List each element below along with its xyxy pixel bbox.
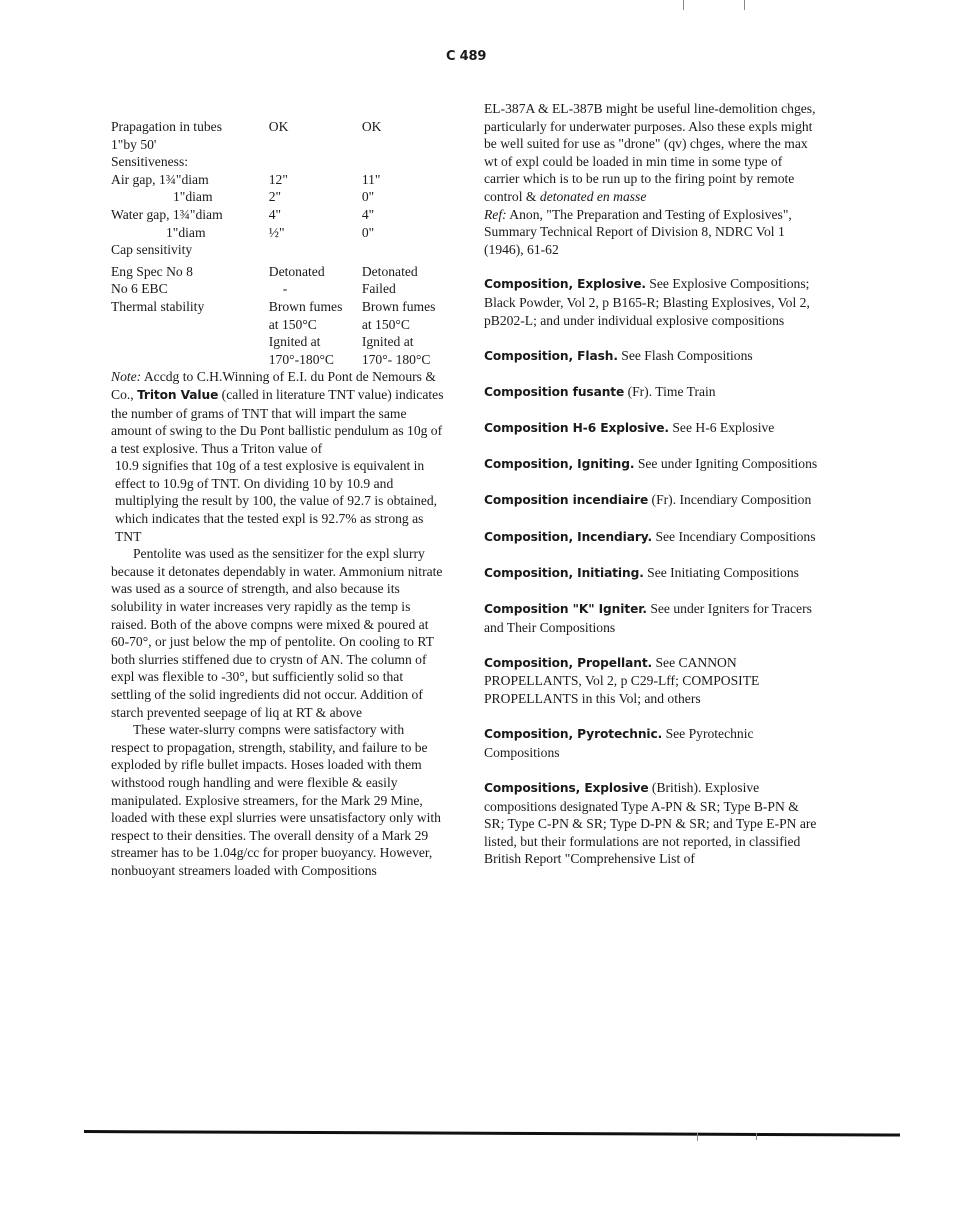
value-col-2: 11" bbox=[361, 171, 381, 187]
row-label: Prapagation in tubes bbox=[111, 119, 222, 134]
entry-term: Composition, Incendiary. bbox=[484, 529, 653, 544]
entry-text: See under Igniters for Tracers and Their Compositions bbox=[484, 601, 812, 635]
table-row bbox=[111, 224, 446, 242]
entry-text: See H-6 Explosive bbox=[668, 420, 775, 436]
entry-text: See Flash Compositions bbox=[617, 347, 753, 363]
value-col-1 bbox=[269, 153, 362, 171]
entry-text: Incendiary Composition bbox=[676, 492, 812, 508]
entry-term: Composition H-6 Explosive. bbox=[484, 421, 669, 436]
entry-term: Composition, Pyrotechnic. bbox=[484, 727, 663, 742]
value-col-2 bbox=[362, 241, 446, 259]
row-label: 1"diam bbox=[173, 189, 213, 205]
table-row bbox=[111, 206, 446, 224]
row-label bbox=[111, 316, 269, 334]
ref-label: Ref: bbox=[484, 206, 507, 222]
bottom-rule bbox=[84, 1130, 900, 1137]
encyclopedia-entries bbox=[484, 275, 819, 868]
table-row bbox=[111, 298, 446, 316]
value-col-1: - bbox=[282, 281, 288, 297]
row-label bbox=[111, 333, 269, 351]
entry-term: Composition, Igniting. bbox=[484, 457, 635, 472]
triton-note bbox=[111, 368, 446, 457]
value-col-1: 12" bbox=[268, 171, 288, 187]
water-slurry-paragraph: These water-slurry compns were satisfactory with respect to propagation, strength, stability, and failure to be exploded by rifle bullet impacts. Hoses loaded with them withstood rough handling and were flexible & easily manipulated. Explosive streamers, for the Mark 29 Mine, loaded with these expl slurries were unsatisfactory only with respect to their densities. The overall density of a Mark 29 streamer has to be 1.04g/cc for proper buoyancy. However, nonbuoyant streamers loaded with Compositions bbox=[111, 722, 441, 878]
entry-term: Composition, Initiating. bbox=[484, 565, 644, 580]
value-col-2: OK bbox=[361, 119, 382, 134]
note-text-pre: Accdg to C.H.Winning of E.I. du Pont de Nemours & Co., bbox=[111, 369, 436, 402]
row-label: Water gap, 1¾"diam bbox=[111, 206, 223, 222]
row-label: 1"by 50' bbox=[111, 136, 157, 152]
entry-text: Time Train bbox=[652, 383, 716, 399]
triton-note-continuation: 10.9 signifies that 10g of a test explosive is equivalent in effect to 10.9g of TNT. On dividing 10 by 10.9 and multiplying the result by 100, the value of 92.7 is obtained, which indicates that the tested expl is 92.7% as strong as TNT bbox=[115, 458, 438, 544]
table-row bbox=[111, 241, 446, 259]
value-col-2 bbox=[362, 153, 446, 171]
entry-term: Composition, Explosive. bbox=[484, 277, 646, 292]
page-number: C 489 bbox=[446, 49, 487, 64]
value-col-1: ½" bbox=[268, 224, 285, 240]
entry-paren: (Fr). bbox=[624, 383, 653, 399]
row-label: Eng Spec No 8 bbox=[111, 263, 193, 279]
table-row bbox=[111, 263, 446, 281]
entry bbox=[484, 779, 819, 868]
value-col-2 bbox=[362, 136, 446, 154]
table-row bbox=[111, 316, 446, 334]
row-label: Air gap, 1¾"diam bbox=[111, 171, 209, 187]
entry-paren: (British). bbox=[648, 779, 702, 795]
value-col-2: Detonated bbox=[361, 263, 418, 279]
table-row bbox=[111, 136, 446, 154]
row-label: Cap sensitivity bbox=[111, 242, 193, 258]
value-col-1: Detonated bbox=[268, 263, 325, 279]
table-row bbox=[111, 188, 446, 206]
intro-paragraph bbox=[484, 100, 819, 206]
row-label: No 6 EBC bbox=[111, 281, 168, 297]
row-label: 1"diam bbox=[166, 224, 206, 240]
entry-term: Compositions, Explosive bbox=[484, 780, 649, 795]
value-col-1 bbox=[269, 136, 362, 154]
entry-text: See under Igniting Compositions bbox=[634, 456, 818, 472]
entry bbox=[484, 725, 819, 761]
intro-italic-tail: detonated en masse bbox=[539, 188, 647, 204]
value-col-1: OK bbox=[268, 119, 289, 134]
value-col-1: 4" bbox=[268, 206, 282, 222]
table-row bbox=[111, 333, 446, 351]
entry bbox=[484, 275, 819, 329]
note-label: Note: bbox=[111, 369, 142, 385]
entry bbox=[484, 383, 819, 402]
reference bbox=[484, 206, 819, 259]
entry-text: See Pyrotechnic Compositions bbox=[484, 726, 754, 760]
entry bbox=[484, 491, 819, 510]
table-row bbox=[111, 118, 446, 136]
entry bbox=[484, 419, 819, 438]
table-row bbox=[111, 280, 446, 298]
value-col-1: Brown fumes bbox=[268, 298, 343, 314]
entry-text: See Incendiary Compositions bbox=[652, 528, 816, 544]
right-column bbox=[484, 100, 819, 886]
value-col-1 bbox=[269, 241, 362, 259]
table-row bbox=[111, 153, 446, 171]
row-label: Sensitiveness: bbox=[111, 154, 189, 170]
row-label bbox=[111, 351, 269, 369]
properties-table bbox=[111, 118, 446, 368]
value-col-2: 4" bbox=[361, 206, 375, 222]
value-col-2: 170°- 180°C bbox=[361, 351, 431, 367]
value-col-1: at 150°C bbox=[268, 316, 317, 332]
note-text-post: (called in literature TNT value) indicates the number of grams of TNT that will impart the same amount of swing to the Du Pont ballistic pendulum as 10g of a test explosive. Thus a Triton value of bbox=[111, 386, 444, 456]
intro-text: EL-387A & EL-387B might be useful line-demolition chges, particularly for underwater purposes. Also these expls might be well suited for use as "drone" (qv) chges, where the max wt of expl could be loaded in min time in some type of carrier which is to be run up to the firing point by remote control & bbox=[484, 101, 816, 204]
value-col-2: at 150°C bbox=[361, 316, 410, 332]
scan-mark bbox=[697, 1133, 698, 1141]
value-col-1: 2" bbox=[268, 189, 282, 205]
value-col-2: 0" bbox=[361, 189, 375, 205]
value-col-2: Brown fumes bbox=[361, 298, 436, 314]
value-col-1: 170°-180°C bbox=[268, 351, 334, 367]
ref-text: Anon, "The Preparation and Testing of Explosives", Summary Technical Report of Division 8, NDRC Vol 1 (1946), 61-62 bbox=[484, 206, 792, 257]
entry bbox=[484, 528, 819, 547]
entry-text: See Explosive Compositions; Black Powder, Vol 2, p B165-R; Blasting Explosives, Vol 2, pB202-L; and under individual explosive compositions bbox=[484, 276, 810, 328]
entry-term: Composition fusante bbox=[484, 384, 625, 399]
entry bbox=[484, 654, 819, 708]
scan-mark bbox=[744, 0, 745, 10]
spacer bbox=[484, 258, 819, 275]
value-col-1: Ignited at bbox=[268, 334, 321, 350]
entry-text: See Initiating Compositions bbox=[643, 564, 799, 580]
table-row bbox=[111, 171, 446, 189]
triton-value-term: Triton Value bbox=[137, 387, 219, 402]
row-label: Thermal stability bbox=[111, 298, 205, 314]
properties-table-body bbox=[111, 118, 446, 368]
entry-term: Composition incendiaire bbox=[484, 493, 649, 508]
scan-mark bbox=[756, 1133, 757, 1140]
scan-mark bbox=[683, 0, 684, 10]
entry bbox=[484, 600, 819, 636]
entry-text: See CANNON PROPELLANTS, Vol 2, p C29-Lff; COMPOSITE PROPELLANTS in this Vol; and others bbox=[484, 654, 760, 706]
entry bbox=[484, 347, 819, 366]
entry-term: Composition "K" Igniter. bbox=[484, 602, 647, 617]
entry bbox=[484, 564, 819, 583]
value-col-2: Ignited at bbox=[361, 334, 414, 350]
value-col-2: 0" bbox=[361, 224, 375, 240]
entry-term: Composition, Propellant. bbox=[484, 655, 653, 670]
entry-term: Composition, Flash. bbox=[484, 348, 618, 363]
entry-text: Explosive compositions designated Type A-PN & SR; Type B-PN & SR; Type C-PN & SR; Type D-PN & SR; and Type E-PN are listed, but their formulations are not reported, in classified British Report "Comprehensive List of bbox=[484, 779, 817, 867]
pentolite-paragraph: Pentolite was used as the sensitizer for the expl slurry because it detonates dependably in water. Ammonium nitrate was used as a source of strength, and also because its solubility in water increases very rapidly as the temp is raised. Both of the above compns were mixed & poured at 60-70°, or just below the mp of pentolite. On cooling to RT both slurries stiffened due to crystn of AN. The column of expl was flexible to -30°, but sufficiently solid so that settling of the solid ingredients did not occur. Addition of starch prevented seepage of liq at RT & above bbox=[111, 546, 443, 720]
table-row bbox=[111, 351, 446, 369]
entry-paren: (Fr). bbox=[648, 492, 677, 508]
value-col-2: Failed bbox=[361, 281, 396, 297]
entry bbox=[484, 455, 819, 474]
left-column bbox=[111, 118, 446, 880]
